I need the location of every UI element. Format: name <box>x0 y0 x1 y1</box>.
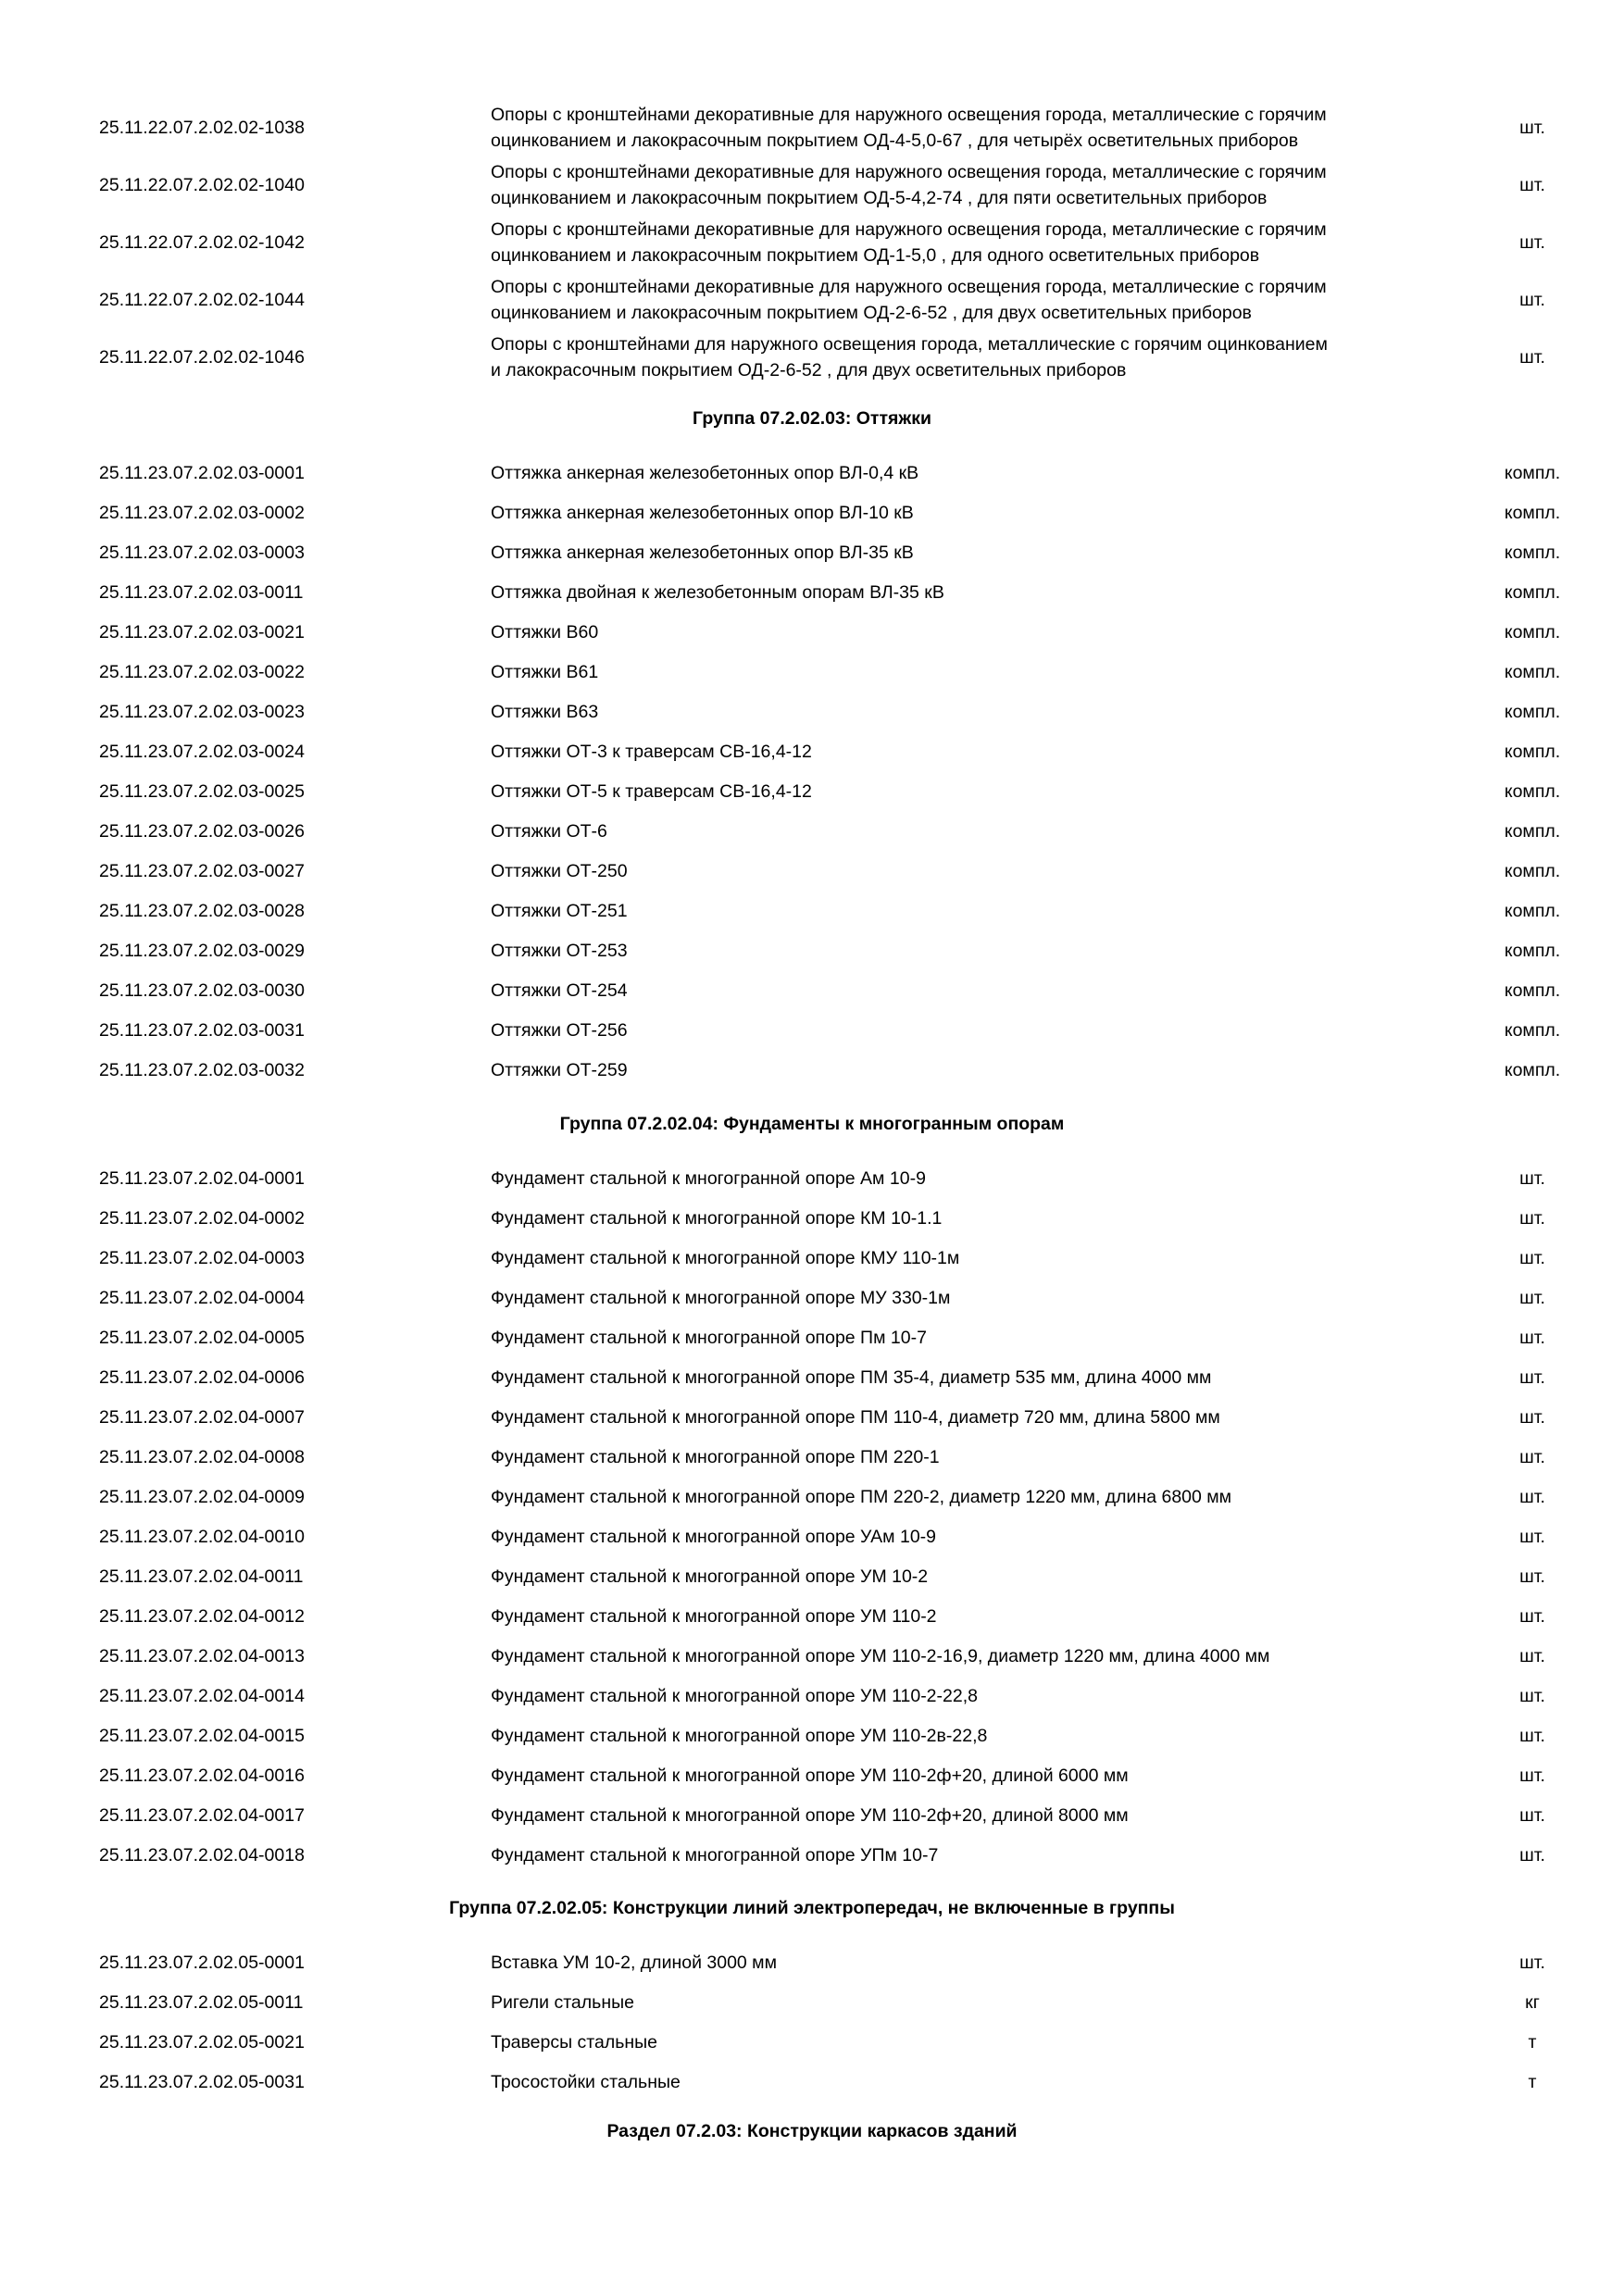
row-description: Вставка УМ 10-2, длиной 3000 мм <box>491 1953 777 1973</box>
row-description: Фундамент стальной к многогранной опоре ПМ 35-4, диаметр 535 мм, длина 4000 мм <box>491 1367 1212 1388</box>
row-unit: компл. <box>1504 901 1561 921</box>
row-description: Фундамент стальной к многогранной опоре Ам 10-9 <box>491 1168 926 1189</box>
row-code: 25.11.23.07.2.02.04-0016 <box>99 1766 305 1786</box>
row-unit: шт. <box>1519 1527 1545 1547</box>
row-unit: шт. <box>1519 1726 1545 1746</box>
row-unit: т <box>1528 2072 1537 2092</box>
row-unit: компл. <box>1504 702 1561 722</box>
row-description: Оттяжки ОТ-251 <box>491 901 628 921</box>
group-heading: Группа 07.2.02.04: Фундаменты к многогранным опорам <box>559 1114 1065 1134</box>
row-code: 25.11.23.07.2.02.03-0001 <box>99 463 305 483</box>
row-unit: компл. <box>1504 662 1561 682</box>
row-code: 25.11.23.07.2.02.04-0009 <box>99 1487 305 1507</box>
row-description <box>491 102 1454 154</box>
row-description: Оттяжки ОТ-253 <box>491 941 628 961</box>
row-code: 25.11.23.07.2.02.04-0008 <box>99 1447 305 1467</box>
row-unit: шт. <box>1519 1606 1545 1627</box>
row-unit: шт. <box>1519 1646 1545 1666</box>
row-description-line: оцинкованием и лакокрасочным покрытием ОД-2-6-52 , для двух осветительных приборов <box>491 303 1252 323</box>
row-code: 25.11.23.07.2.02.04-0018 <box>99 1845 305 1866</box>
row-unit: т <box>1528 2032 1537 2053</box>
row-unit: шт. <box>1519 1487 1545 1507</box>
row-description: Оттяжка анкерная железобетонных опор ВЛ-0,4 кВ <box>491 463 919 483</box>
row-code: 25.11.23.07.2.02.05-0011 <box>99 1992 304 2013</box>
row-code: 25.11.23.07.2.02.03-0003 <box>99 543 305 563</box>
row-unit: шт. <box>1519 118 1545 138</box>
row-code: 25.11.23.07.2.02.04-0006 <box>99 1367 305 1388</box>
section-heading: Раздел 07.2.03: Конструкции каркасов зданий <box>606 2121 1018 2141</box>
row-description: Оттяжки В61 <box>491 662 599 682</box>
row-code: 25.11.23.07.2.02.04-0007 <box>99 1407 305 1428</box>
row-description-line: Опоры с кронштейнами декоративные для наружного освещения города, металлические с горячим <box>491 162 1327 182</box>
row-code: 25.11.23.07.2.02.04-0012 <box>99 1606 305 1627</box>
row-unit: шт. <box>1519 1328 1545 1348</box>
row-code: 25.11.23.07.2.02.04-0011 <box>99 1566 304 1587</box>
row-unit: компл. <box>1504 742 1561 762</box>
row-unit: шт. <box>1519 1447 1545 1467</box>
row-description-line: Опоры с кронштейнами декоративные для наружного освещения города, металлические с горячим <box>491 277 1327 297</box>
row-unit: шт. <box>1519 1168 1545 1189</box>
row-code: 25.11.23.07.2.02.03-0022 <box>99 662 305 682</box>
row-code: 25.11.23.07.2.02.04-0003 <box>99 1248 305 1268</box>
row-code: 25.11.23.07.2.02.03-0027 <box>99 861 305 881</box>
row-code: 25.11.23.07.2.02.03-0023 <box>99 702 305 722</box>
row-description: Ригели стальные <box>491 1992 634 2013</box>
row-description-line: Опоры с кронштейнами для наружного освещения города, металлические с горячим оцинкованием <box>491 334 1328 355</box>
row-unit: компл. <box>1504 781 1561 802</box>
row-unit: компл. <box>1504 622 1561 643</box>
row-unit: шт. <box>1519 175 1545 195</box>
row-code: 25.11.23.07.2.02.03-0028 <box>99 901 305 921</box>
row-unit: кг <box>1525 1992 1540 2013</box>
row-description <box>491 159 1454 211</box>
row-description: Траверсы стальные <box>491 2032 657 2053</box>
row-code: 25.11.23.07.2.02.04-0002 <box>99 1208 305 1229</box>
row-unit: шт. <box>1519 1766 1545 1786</box>
row-code: 25.11.22.07.2.02.02-1044 <box>99 290 305 310</box>
row-description-line: и лакокрасочным покрытием ОД-2-6-52 , для двух осветительных приборов <box>491 360 1127 381</box>
row-code: 25.11.23.07.2.02.05-0001 <box>99 1953 305 1973</box>
row-unit: шт. <box>1519 1288 1545 1308</box>
row-unit: компл. <box>1504 503 1561 523</box>
row-unit: компл. <box>1504 463 1561 483</box>
row-description: Фундамент стальной к многогранной опоре УПм 10-7 <box>491 1845 939 1866</box>
row-code: 25.11.23.07.2.02.03-0030 <box>99 980 305 1001</box>
row-unit: шт. <box>1519 1407 1545 1428</box>
row-code: 25.11.22.07.2.02.02-1038 <box>99 118 305 138</box>
row-unit: шт. <box>1519 1566 1545 1587</box>
row-description: Тросостойки стальные <box>491 2072 681 2092</box>
row-description-line: Опоры с кронштейнами декоративные для наружного освещения города, металлические с горячим <box>491 105 1327 125</box>
row-unit: компл. <box>1504 941 1561 961</box>
row-unit: шт. <box>1519 1805 1545 1826</box>
row-description <box>491 274 1454 326</box>
row-description: Оттяжки ОТ-259 <box>491 1060 628 1080</box>
row-description: Оттяжки ОТ-6 <box>491 821 607 842</box>
row-description: Оттяжки ОТ-3 к траверсам СВ-16,4-12 <box>491 742 812 762</box>
row-code: 25.11.23.07.2.02.04-0005 <box>99 1328 305 1348</box>
row-code: 25.11.23.07.2.02.04-0010 <box>99 1527 305 1547</box>
row-description: Оттяжки В60 <box>491 622 599 643</box>
row-unit: компл. <box>1504 1060 1561 1080</box>
row-description: Фундамент стальной к многогранной опоре УМ 10-2 <box>491 1566 929 1587</box>
row-description: Оттяжки ОТ-254 <box>491 980 628 1001</box>
row-unit: шт. <box>1519 290 1545 310</box>
row-description: Фундамент стальной к многогранной опоре УАм 10-9 <box>491 1527 936 1547</box>
row-unit: компл. <box>1504 582 1561 603</box>
row-code: 25.11.22.07.2.02.02-1042 <box>99 232 305 253</box>
row-description-line: оцинкованием и лакокрасочным покрытием ОД-4-5,0-67 , для четырёх осветительных приборов <box>491 131 1299 151</box>
row-code: 25.11.23.07.2.02.03-0032 <box>99 1060 305 1080</box>
row-description: Оттяжки В63 <box>491 702 599 722</box>
row-description: Фундамент стальной к многогранной опоре УМ 110-2 <box>491 1606 937 1627</box>
row-code: 25.11.23.07.2.02.03-0029 <box>99 941 305 961</box>
row-description <box>491 331 1454 383</box>
row-description: Оттяжки ОТ-256 <box>491 1020 628 1041</box>
row-description: Оттяжка анкерная железобетонных опор ВЛ-10 кВ <box>491 503 914 523</box>
row-description: Фундамент стальной к многогранной опоре УМ 110-2в-22,8 <box>491 1726 988 1746</box>
row-description: Оттяжка анкерная железобетонных опор ВЛ-35 кВ <box>491 543 914 563</box>
row-description: Оттяжка двойная к железобетонным опорам ВЛ-35 кВ <box>491 582 944 603</box>
row-code: 25.11.23.07.2.02.04-0015 <box>99 1726 305 1746</box>
row-description: Фундамент стальной к многогранной опоре УМ 110-2-22,8 <box>491 1686 978 1706</box>
row-code: 25.11.23.07.2.02.03-0031 <box>99 1020 305 1041</box>
row-code: 25.11.23.07.2.02.05-0031 <box>99 2072 305 2092</box>
row-unit: шт. <box>1519 1953 1545 1973</box>
row-code: 25.11.23.07.2.02.03-0011 <box>99 582 304 603</box>
row-description: Оттяжки ОТ-5 к траверсам СВ-16,4-12 <box>491 781 812 802</box>
row-code: 25.11.23.07.2.02.04-0014 <box>99 1686 305 1706</box>
row-description: Фундамент стальной к многогранной опоре УМ 110-2ф+20, длиной 6000 мм <box>491 1766 1129 1786</box>
row-unit: шт. <box>1519 1686 1545 1706</box>
row-unit: шт. <box>1519 1367 1545 1388</box>
row-description-line: Опоры с кронштейнами декоративные для наружного освещения города, металлические с горячим <box>491 219 1327 240</box>
row-unit: шт. <box>1519 1845 1545 1866</box>
row-description: Фундамент стальной к многогранной опоре ПМ 110-4, диаметр 720 мм, длина 5800 мм <box>491 1407 1220 1428</box>
row-description <box>491 217 1454 268</box>
group-heading: Группа 07.2.02.03: Оттяжки <box>693 408 931 429</box>
group-heading: Группа 07.2.02.05: Конструкции линий электропередач, не включенные в группы <box>449 1898 1175 1918</box>
row-description: Фундамент стальной к многогранной опоре МУ 330-1м <box>491 1288 951 1308</box>
row-code: 25.11.23.07.2.02.03-0002 <box>99 503 305 523</box>
row-unit: шт. <box>1519 1248 1545 1268</box>
row-unit: компл. <box>1504 980 1561 1001</box>
row-description: Оттяжки ОТ-250 <box>491 861 628 881</box>
row-description: Фундамент стальной к многогранной опоре Пм 10-7 <box>491 1328 927 1348</box>
row-description-line: оцинкованием и лакокрасочным покрытием ОД-5-4,2-74 , для пяти осветительных приборов <box>491 188 1268 208</box>
row-unit: шт. <box>1519 347 1545 368</box>
row-code: 25.11.23.07.2.02.04-0001 <box>99 1168 305 1189</box>
row-code: 25.11.22.07.2.02.02-1040 <box>99 175 305 195</box>
row-unit: шт. <box>1519 1208 1545 1229</box>
row-code: 25.11.23.07.2.02.05-0021 <box>99 2032 305 2053</box>
row-description: Фундамент стальной к многогранной опоре КМУ 110-1м <box>491 1248 960 1268</box>
row-unit: компл. <box>1504 543 1561 563</box>
row-description: Фундамент стальной к многогранной опоре КМ 10-1.1 <box>491 1208 943 1229</box>
row-unit: компл. <box>1504 821 1561 842</box>
row-code: 25.11.23.07.2.02.03-0021 <box>99 622 305 643</box>
row-description: Фундамент стальной к многогранной опоре ПМ 220-1 <box>491 1447 940 1467</box>
row-code: 25.11.23.07.2.02.04-0013 <box>99 1646 305 1666</box>
row-code: 25.11.23.07.2.02.03-0026 <box>99 821 305 842</box>
row-code: 25.11.22.07.2.02.02-1046 <box>99 347 305 368</box>
row-description: Фундамент стальной к многогранной опоре ПМ 220-2, диаметр 1220 мм, длина 6800 мм <box>491 1487 1232 1507</box>
row-code: 25.11.23.07.2.02.04-0004 <box>99 1288 305 1308</box>
row-code: 25.11.23.07.2.02.03-0025 <box>99 781 305 802</box>
row-code: 25.11.23.07.2.02.03-0024 <box>99 742 305 762</box>
row-unit: компл. <box>1504 861 1561 881</box>
row-description: Фундамент стальной к многогранной опоре УМ 110-2ф+20, длиной 8000 мм <box>491 1805 1129 1826</box>
row-code: 25.11.23.07.2.02.04-0017 <box>99 1805 305 1826</box>
row-description: Фундамент стальной к многогранной опоре УМ 110-2-16,9, диаметр 1220 мм, длина 4000 мм <box>491 1646 1270 1666</box>
row-unit: шт. <box>1519 232 1545 253</box>
row-description-line: оцинкованием и лакокрасочным покрытием ОД-1-5,0 , для одного осветительных приборов <box>491 245 1260 266</box>
row-unit: компл. <box>1504 1020 1561 1041</box>
